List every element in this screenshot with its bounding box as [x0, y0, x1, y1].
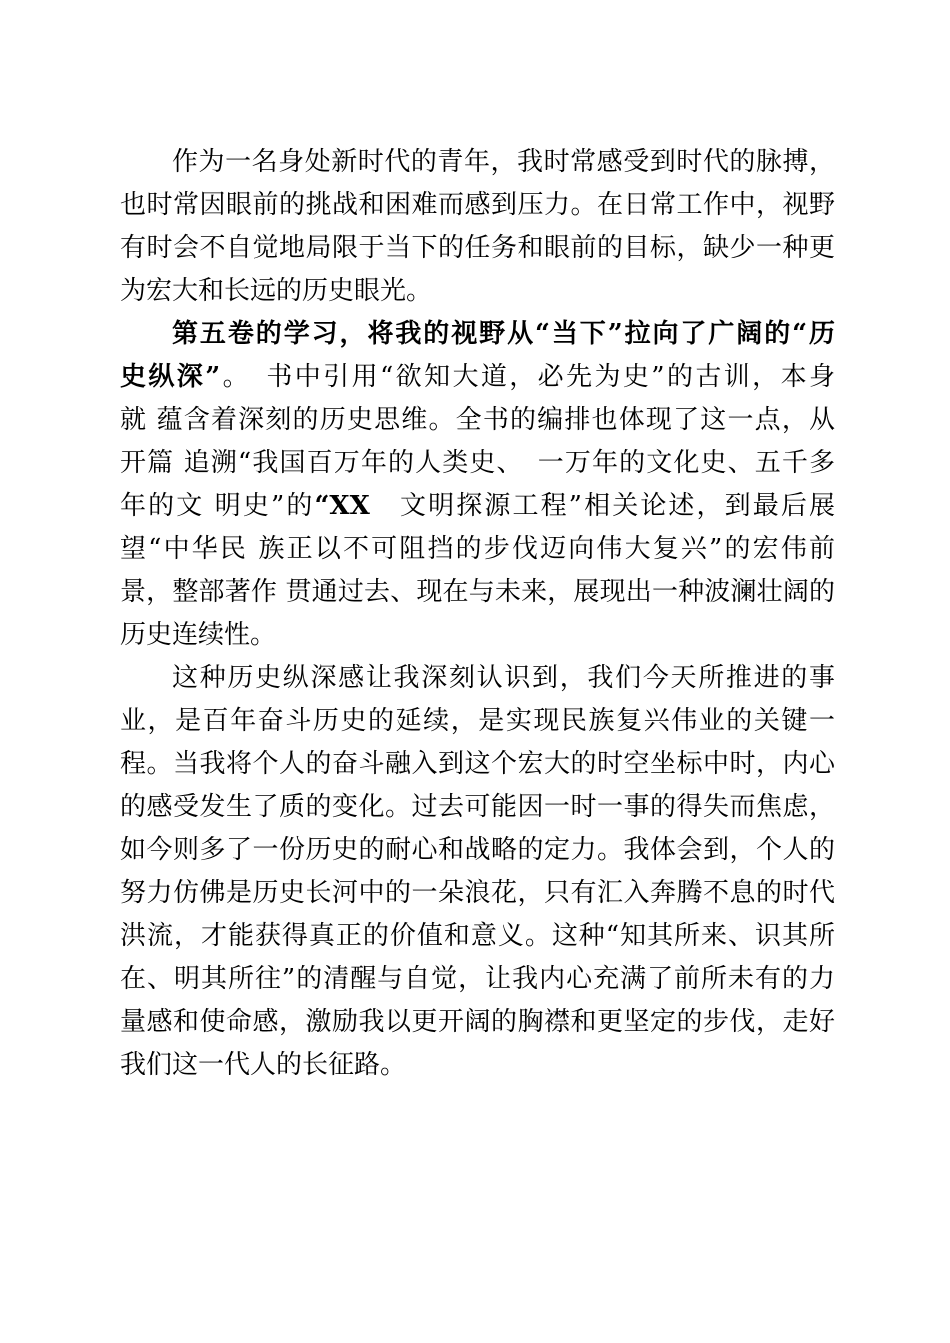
text-run: 在、明其所往”的清醒与自觉，让我内心充满了前所未有的力 — [120, 964, 835, 994]
text-line — [120, 356, 835, 399]
text-run: 量感和使命感，激励我以更开阔的胸襟和更坚定的步伐，走好 — [120, 1007, 835, 1037]
bold-text-run: 第五卷的学习，将我的视野从“当下”拉向了广阔的“历 — [172, 319, 835, 349]
text-run: 景，整部著作 贯通过去、现在与未来，展现出一种波澜壮阔的 — [120, 577, 835, 607]
paragraph — [120, 141, 835, 313]
text-run: 望“中华民 族正以不可阻挡的步伐迈向伟大复兴”的宏伟前 — [120, 534, 835, 564]
text-run: 也时常因眼前的挑战和困难而感到压力。在日常工作中，视野 — [120, 190, 835, 220]
text-run: 努力仿佛是历史长河中的一朵浪花，只有汇入奔腾不息的时代 — [120, 878, 835, 908]
text-line — [120, 700, 835, 743]
text-run: 就 蕴含着深刻的历史思维。全书的编排也体现了这一点，从 — [120, 405, 835, 435]
text-run: 业，是百年奋斗历史的延续，是实现民族复兴伟业的关键一 — [120, 706, 835, 736]
text-line — [120, 915, 835, 958]
text-line — [120, 270, 835, 313]
bold-text-run: “XX — [314, 491, 370, 521]
text-run: 历史连续性。 — [120, 620, 277, 650]
text-line — [120, 227, 835, 270]
text-line — [120, 614, 835, 657]
paragraph — [120, 313, 835, 657]
text-line — [120, 399, 835, 442]
text-run: 这种历史纵深感让我深刻认识到，我们今天所推进的事 — [172, 663, 835, 693]
text-run: 洪流，才能获得真正的价值和意义。这种“知其所来、识其所 — [120, 921, 835, 951]
text-line — [120, 141, 835, 184]
text-run: 开篇 追溯“我国百万年的人类史、 一万年的文化史、五千多 — [120, 448, 835, 478]
text-line — [120, 829, 835, 872]
paragraph — [120, 657, 835, 1087]
text-line — [120, 958, 835, 1001]
text-line — [120, 313, 835, 356]
text-run: 的感受发生了质的变化。过去可能因一时一事的得失而焦虑， — [120, 792, 835, 822]
text-run: 年的文 明史”的 — [120, 491, 315, 521]
text-run: 如今则多了一份历史的耐心和战略的定力。我体会到，个人的 — [120, 835, 835, 865]
text-line — [120, 872, 835, 915]
text-run: 我们这一代人的长征路。 — [120, 1050, 407, 1080]
document-body — [120, 141, 835, 1087]
text-run: 为宏大和长远的历史眼光。 — [120, 276, 433, 306]
text-line — [120, 743, 835, 786]
text-line — [120, 184, 835, 227]
text-line — [120, 1001, 835, 1044]
text-line — [120, 571, 835, 614]
text-run: 程。当我将个人的奋斗融入到这个宏大的时空坐标中时，内心 — [120, 749, 835, 779]
text-line — [120, 528, 835, 571]
bold-text-run: 史纵深” — [120, 362, 221, 392]
text-run: 有时会不自觉地局限于当下的任务和眼前的目标，缺少一种更 — [120, 233, 835, 263]
text-run: 。 书中引用“欲知大道，必先为史”的古训，本身 — [220, 362, 835, 392]
text-line — [120, 657, 835, 700]
text-line — [120, 485, 835, 528]
text-line — [120, 1044, 835, 1087]
text-run: 作为一名身处新时代的青年，我时常感受到时代的脉搏， — [172, 147, 835, 177]
text-line — [120, 442, 835, 485]
text-line — [120, 786, 835, 829]
text-run: 文明探源工程”相关论述，到最后展 — [369, 491, 835, 521]
